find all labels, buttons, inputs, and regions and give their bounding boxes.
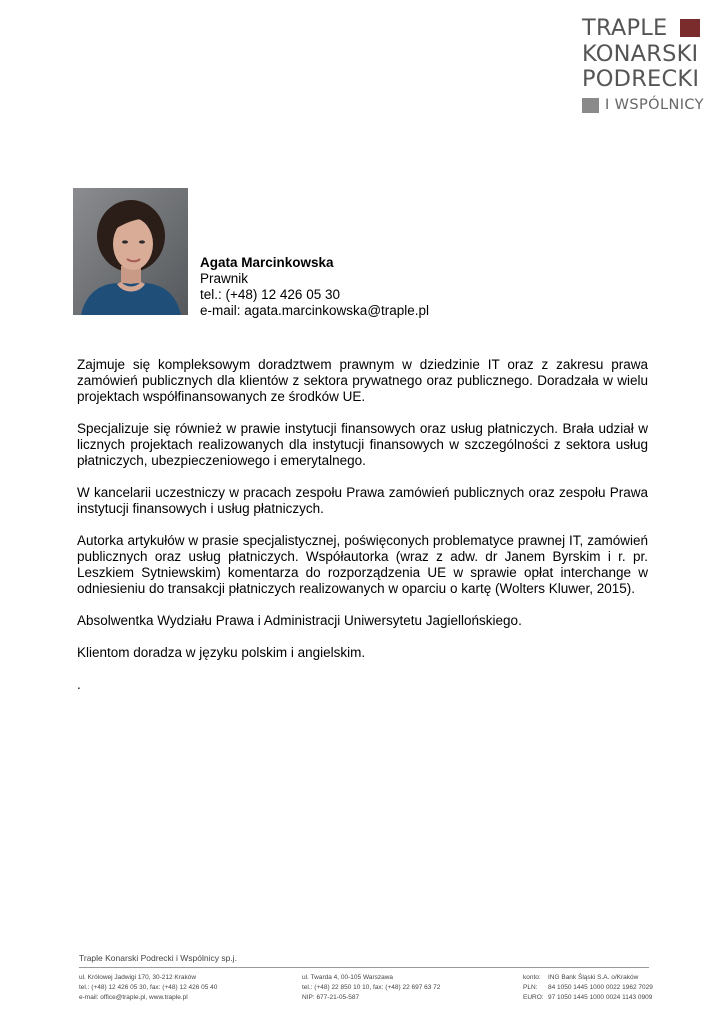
portrait-image xyxy=(73,188,188,315)
logo-sub-text: I WSPÓLNICY xyxy=(605,96,704,113)
bank-row xyxy=(523,983,653,993)
logo-line-1: TRAPLE xyxy=(582,15,668,41)
footer-divider xyxy=(79,967,649,968)
footer-bank-details xyxy=(523,973,653,1003)
bank-value: ING Bank Śląski S.A. o/Kraków xyxy=(548,974,639,981)
bio-paragraph: Absolwentka Wydziału Prawa i Administracji Uniwersytetu Jagiellońskiego. xyxy=(77,613,522,628)
person-email[interactable]: e-mail: agata.marcinkowska@traple.pl xyxy=(200,303,430,318)
footer-line: tel.: (+48) 12 426 05 30, fax: (+48) 12 426 05 40 xyxy=(79,984,218,991)
bank-row xyxy=(523,973,653,983)
bio-paragraph: Zajmuje się kompleksowym doradztwem prawnym w dziedzinie IT oraz z zakresu prawa zamówień publicznych dla klientów z sektora prywatnego oraz publicznego. Doradzała w wielu projektach współfinansowanych ze środków UE. xyxy=(77,357,648,404)
person-name: Agata Marcinkowska xyxy=(200,255,334,270)
person-role: Prawnik xyxy=(200,271,249,286)
footer-company-name: Traple Konarski Podrecki i Wspólnicy sp.j. xyxy=(79,953,237,963)
logo-line-2: KONARSKI xyxy=(582,40,699,67)
bank-row xyxy=(523,993,653,1003)
logo-sub-square xyxy=(582,98,599,113)
bank-value: 84 1050 1445 1000 0022 1962 7029 xyxy=(548,984,653,991)
logo-subline xyxy=(582,95,712,115)
logo-accent-square xyxy=(680,19,700,37)
contact-block xyxy=(200,255,429,319)
bio-paragraph: Autorka artykułów w prasie specjalistycznej, poświęconych problematyce prawnej IT, zamówień publicznych oraz usług płatniczych. Współautorka (wraz z adw. dr Janem Byrskim i r. pr. Leszkiem Sytniewskim) komentarza do rozporządzenia UE w sprawie opłat interchange w odniesieniu do transakcji płatniczych realizowanych w oparciu o kartę (Wolters Kluwer, 2015). xyxy=(77,533,648,596)
bank-key: konto: xyxy=(523,974,541,981)
bank-value: 97 1050 1445 1000 0024 1143 0909 xyxy=(548,994,653,1001)
person-phone: tel.: (+48) 12 426 05 30 xyxy=(200,287,340,302)
profile-photo xyxy=(73,188,188,315)
footer-line: ul. Królowej Jadwigi 170, 30-212 Kraków xyxy=(79,974,197,981)
bio-paragraph: Klientom doradza w języku polskim i angielskim. xyxy=(77,645,366,660)
logo-line-3: PODRECKI xyxy=(582,66,700,92)
company-logo xyxy=(582,16,712,115)
footer-line: tel.: (+48) 22 850 10 10, fax: (+48) 22 697 63 72 xyxy=(302,984,441,991)
footer-warszawa-office xyxy=(302,973,440,1003)
footer-line: e-mail: office@traple.pl, www.traple.pl xyxy=(79,994,188,1001)
page-footer xyxy=(79,953,653,1001)
bio-paragraph: . xyxy=(77,677,81,692)
bio-paragraph: W kancelarii uczestniczy w pracach zespołu Prawa zamówień publicznych oraz zespołu Prawa instytucji finansowych i usług płatniczych. xyxy=(77,485,648,516)
bio-text xyxy=(77,357,648,709)
bio-paragraph: Specjalizuje się również w prawie instytucji finansowych oraz usług płatniczych. Brała udział w licznych projektach realizowanych dla instytucji finansowych w szczególności z sektora usług płatniczych, ubezpieczeniowego i emerytalnego. xyxy=(77,421,648,468)
bank-key: PLN: xyxy=(523,984,538,991)
footer-krakow-office xyxy=(79,973,217,1003)
bank-key: EURO: xyxy=(523,994,544,1001)
footer-line: NIP: 677-21-05-587 xyxy=(302,994,360,1001)
footer-line: ul. Twarda 4, 00-105 Warszawa xyxy=(302,974,394,981)
